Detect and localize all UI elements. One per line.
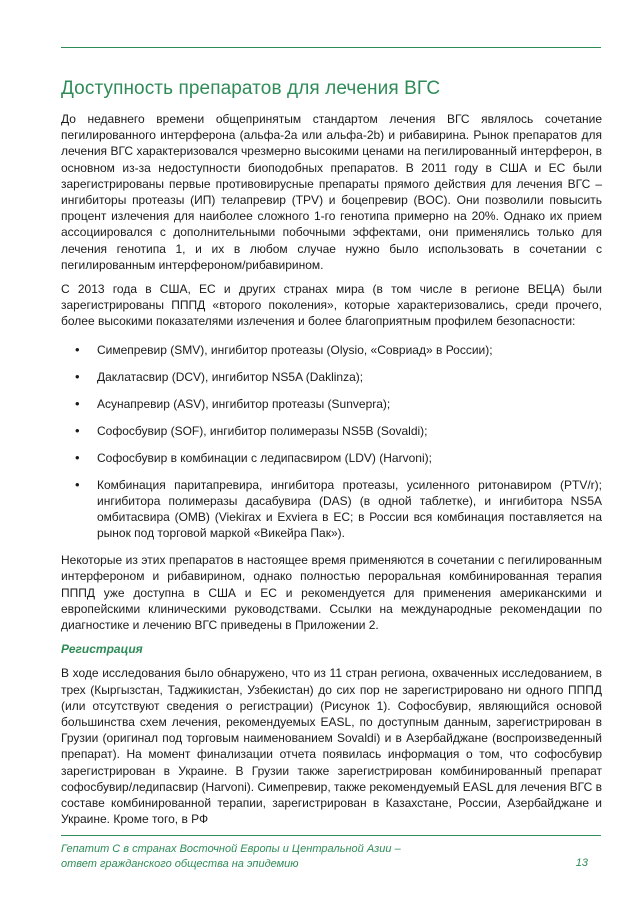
top-divider bbox=[61, 47, 601, 48]
second-generation-paragraph: С 2013 года в США, ЕС и других странах мира (в том числе в регионе ВЕЦА) были зарегистрированы ПППД «второго поколения», которые характеризовались, среди прочего, более высокими показателями излечения и более благоприятным профилем безопасности: bbox=[61, 282, 602, 329]
main-content bbox=[61, 111, 602, 836]
page-title: Доступность препаратов для лечения ВГС bbox=[61, 78, 441, 99]
registration-paragraph: В ходе исследования было обнаружено, что из 11 стран региона, охваченных исследованием, в трех (Кыргызстан, Таджикистан, Узбекистан) до сих пор не зарегистрировано ни одного ПППД (или отсутствуют сведения о регистрации) (Рисунок 1). Софосбувир, являющийся основой большинства схем лечения, рекомендуемых EASL, по доступным данным, зарегистрирован в Грузии (оригинал под торговым наименованием Sovaldi) и в Азербайджане (воспроизведенный препарат). На момент финализации отчета появилась информация о том, что софосбувир зарегистрирован в Украине. В Грузии также зарегистрирован комбинированный препарат софосбувир/ледипасвир (Harvoni). Симепревир, также рекомендуемый EASL для лечения ВГС в составе комбинированной терапии, зарегистрирован в Казахстане, России, Азербайджане и Украине. Кроме того, в РФ bbox=[61, 666, 602, 827]
registration-heading: Регистрация bbox=[61, 642, 143, 657]
combination-therapy-paragraph: Некоторые из этих препаратов в настоящее время применяются в сочетании с пегилированным интерфероном и рибавирином, однако полностью пероральная комбинированная терапия ПППД уже доступна в США и ЕС и рекомендуется для применения американскими и европейскими клиническими руководствами. Ссылки на международные рекомендации по диагностике и лечению ВГС приведены в Приложении 2. bbox=[61, 553, 602, 633]
footer-line-1: Гепатит С в странах Восточной Европы и Центральной Азии – bbox=[61, 843, 401, 855]
drug-list bbox=[61, 342, 602, 542]
list-item: • Комбинация паритапревира, ингибитора протеазы, усиленного ритонавиром (PTV/r); ингибитора полимеразы дасабувира (DAS) (в одной таблетке), и ингибитора NS5A омбитасвира (OMB) (Viekirax и Exviera в ЕС; в России вся комбинация поставляется на рынок под торговой маркой «Викейра Пак»). bbox=[61, 477, 602, 542]
page-number: 13 bbox=[575, 857, 588, 869]
list-item: • Софосбувир (SOF), ингибитор полимеразы NS5B (Sovaldi); bbox=[61, 423, 602, 439]
list-item: • Софосбувир в комбинации с ледипасвиром (LDV) (Harvoni); bbox=[61, 450, 602, 466]
list-item: • Асунапревир (ASV), ингибитор протеазы (Sunvepra); bbox=[61, 396, 602, 412]
footer-divider bbox=[61, 835, 601, 836]
footer-publication-title bbox=[61, 842, 501, 872]
intro-paragraph: До недавнего времени общепринятым стандартом лечения ВГС являлось сочетание пегилированного интерферона (альфа-2а или альфа-2b) и рибавирина. Рынок препаратов для лечения ВГС характеризовался чрезмерно высокими ценами на пегилированный интерферон, в основном из-за недоступности биоподобных препаратов. В 2011 году в США и ЕС были зарегистрированы первые противовирусные препараты прямого действия для лечения ВГС – ингибиторы протеазы (ИП) телапревир (TPV) и боцепревир (BOC). Они позволили повысить процент излечения для наиболее сложного 1-го генотипа примерно на 20%. Однако их прием ассоциировался с дополнительными побочными эффектами, они применялись только для лечения генотипа 1, и их в любом случае нужно было использовать в сочетании с пегилированным интерфероном/рибавирином. bbox=[61, 112, 602, 272]
list-item: • Симепревир (SMV), ингибитор протеазы (Olysio, «Совриад» в России); bbox=[61, 342, 602, 358]
list-item: • Даклатасвир (DCV), ингибитор NS5A (Daklinza); bbox=[61, 369, 602, 385]
footer-line-2: ответ гражданского общества на эпидемию bbox=[61, 858, 299, 870]
